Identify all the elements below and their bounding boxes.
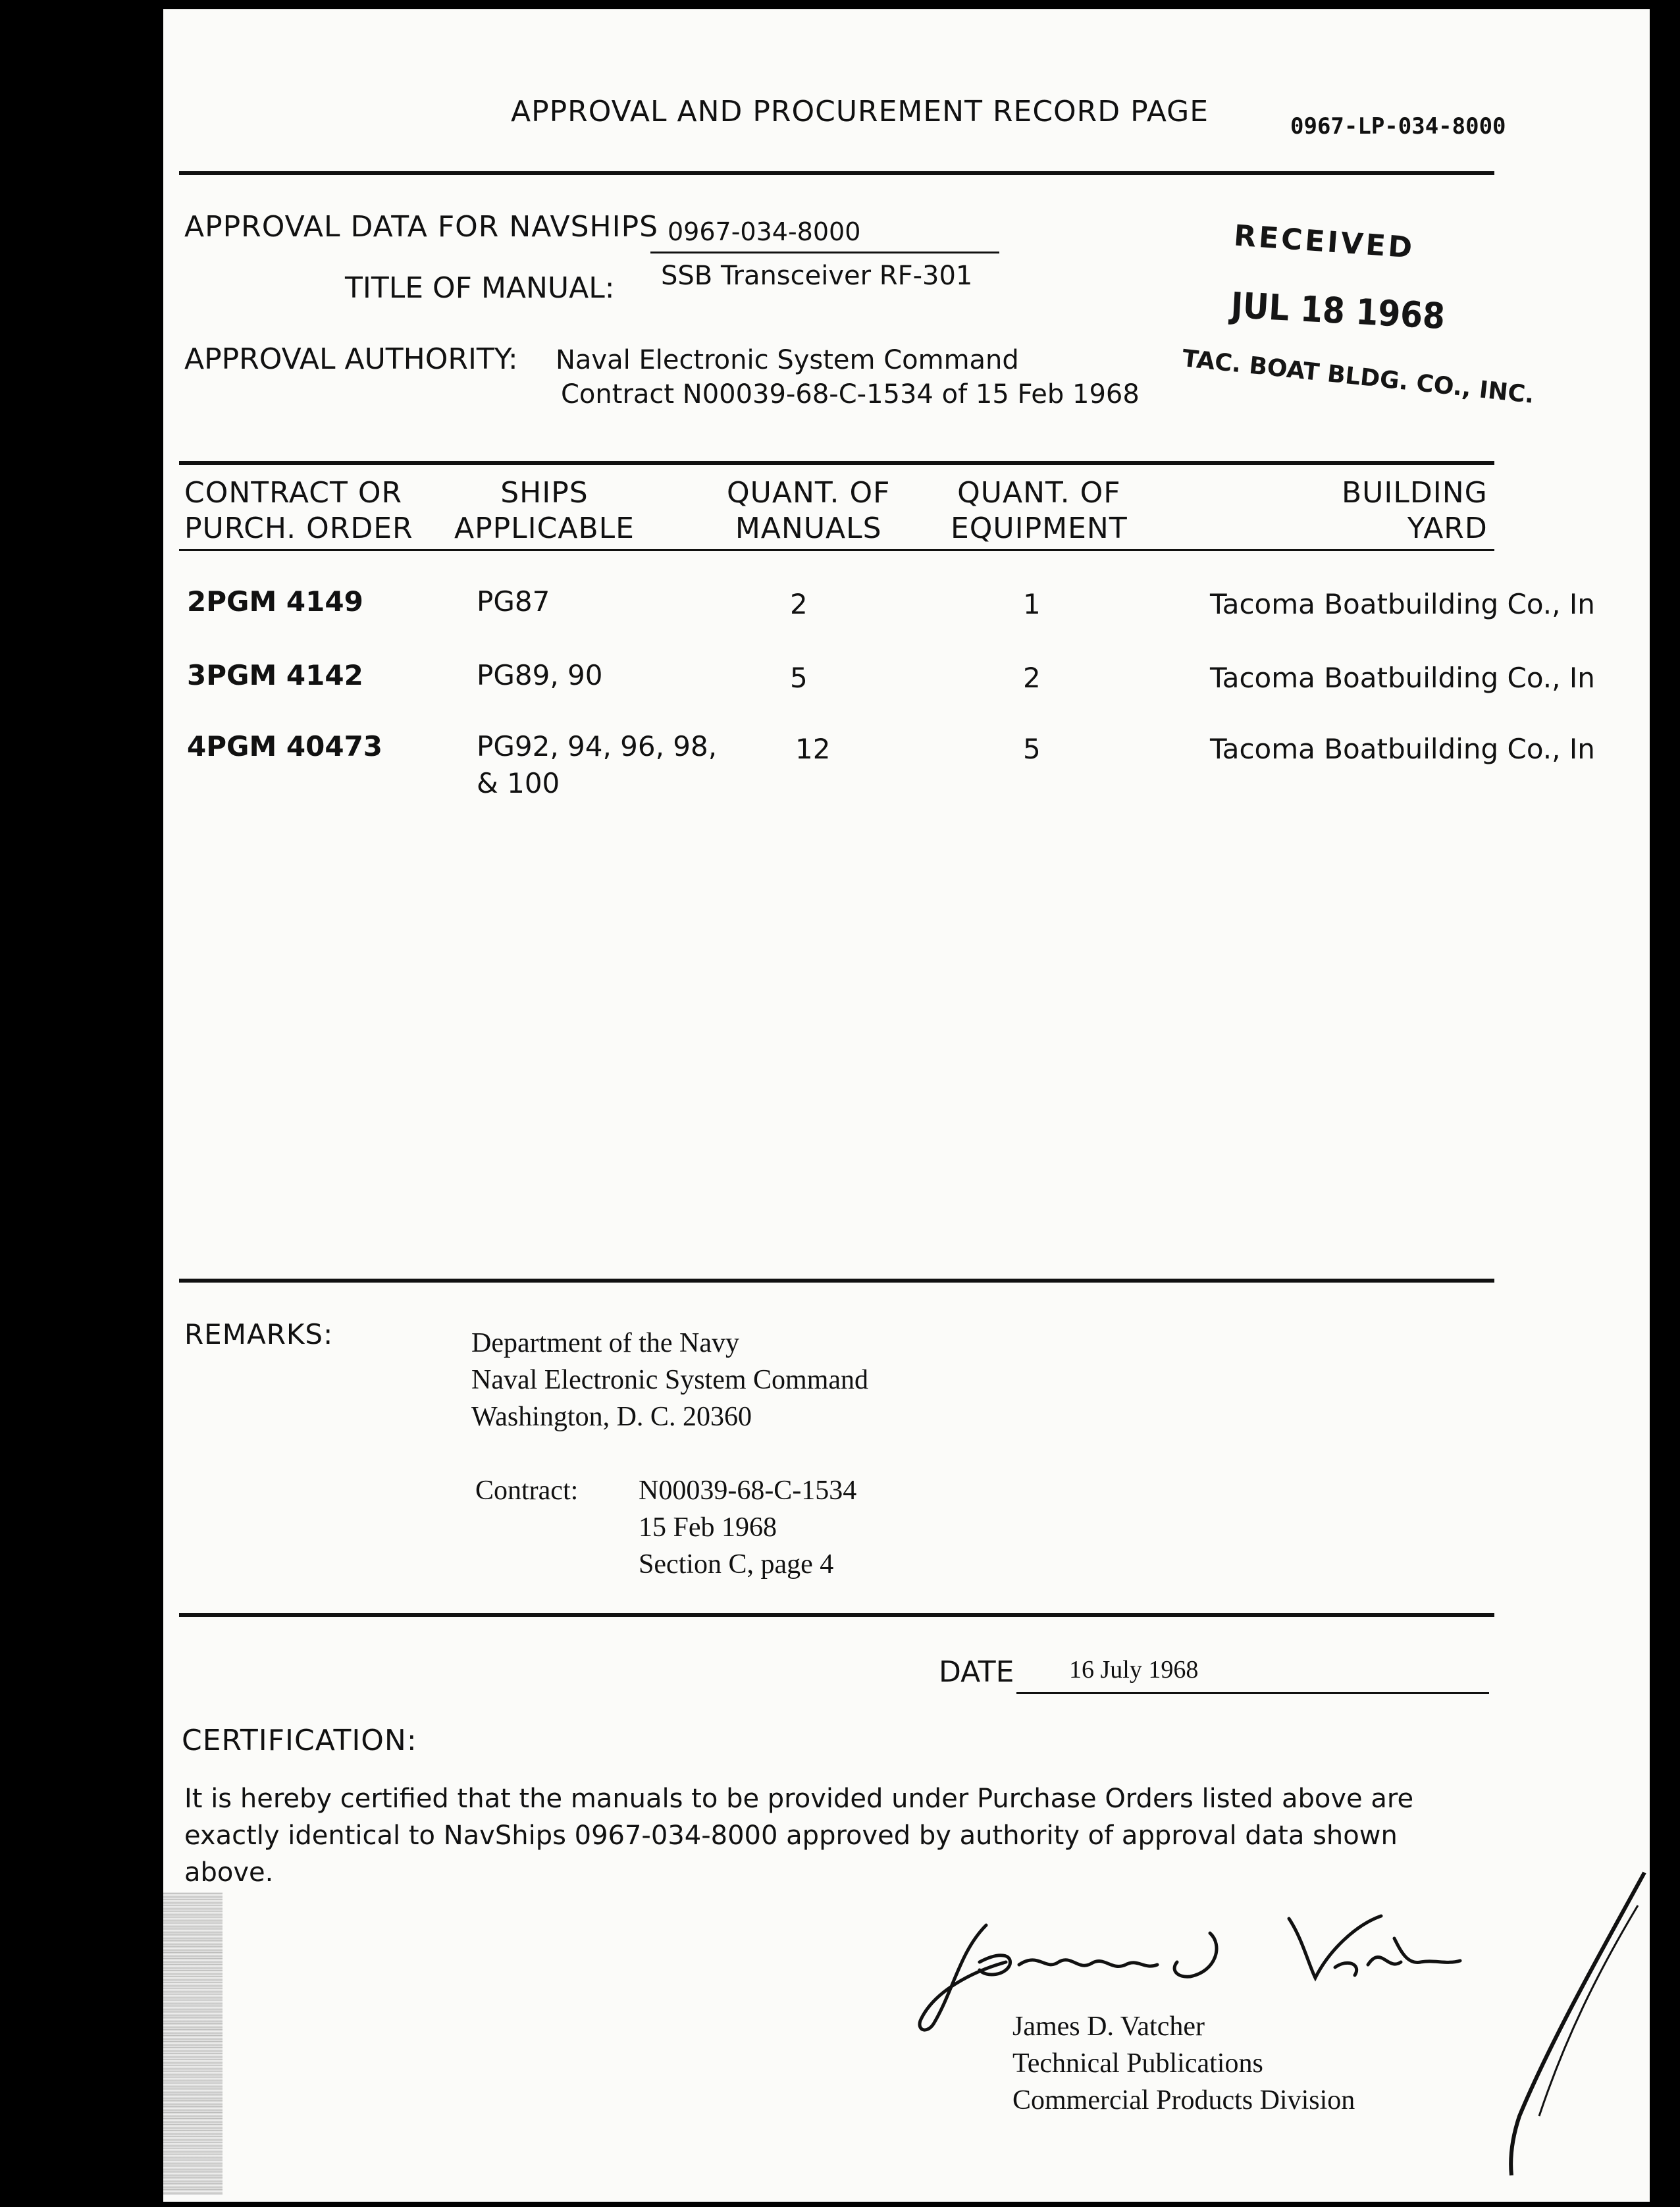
certification-text: It is hereby certified that the manuals to be provided under Purchase Orders listed above are exactly identical to NavShips 0967-034-8000 approved by authority of approval data shown above. [184, 1784, 1414, 1888]
navships-label: APPROVAL DATA FOR NAVSHIPS [184, 210, 659, 244]
header-yard: BUILDING YARD [1342, 476, 1488, 545]
header-divider [179, 171, 1494, 175]
cell-equipment: 2 [1023, 662, 1041, 694]
header-contract: CONTRACT OR PURCH. ORDER [184, 476, 413, 545]
date-label: DATE [939, 1655, 1014, 1689]
table-header-divider [179, 549, 1494, 551]
page-title: APPROVAL AND PROCUREMENT RECORD PAGE [511, 95, 1209, 128]
cell-equipment: 5 [1023, 733, 1041, 765]
title-label: TITLE OF MANUAL: [345, 271, 615, 305]
scan-edge-shading [163, 1892, 223, 2195]
document-number: 0967-LP-034-8000 [1290, 113, 1506, 140]
cell-yard: Tacoma Boatbuilding Co., In [1210, 662, 1595, 694]
cell-ships: PG89, 90 [477, 659, 603, 691]
cell-yard: Tacoma Boatbuilding Co., In [1210, 588, 1595, 620]
cell-ships-continued: & 100 [477, 767, 560, 799]
signer-name: James D. Vatcher [1012, 2011, 1205, 2042]
cell-manuals: 12 [795, 733, 831, 765]
cell-order: 2PGM 4149 [187, 585, 363, 618]
cell-manuals: 5 [790, 662, 808, 694]
signer-division: Commercial Products Division [1012, 2085, 1355, 2115]
authority-label: APPROVAL AUTHORITY: [184, 342, 518, 376]
date-divider [179, 1613, 1494, 1617]
remarks-divider [179, 1279, 1494, 1283]
header-ships: SHIPS APPLICABLE [454, 476, 635, 545]
cell-manuals: 2 [790, 588, 808, 620]
header-equipment: QUANT. OF EQUIPMENT [951, 476, 1128, 545]
scan-edge-mark [1473, 1866, 1650, 2195]
received-date-stamp: JUL 18 1968 [1230, 284, 1446, 337]
remarks-label: REMARKS: [184, 1318, 334, 1350]
authority-line-2: Contract N00039-68-C-1534 of 15 Feb 1968 [561, 379, 1140, 410]
cell-ships: PG92, 94, 96, 98, [477, 730, 718, 762]
signer-title: Technical Publications [1012, 2048, 1263, 2079]
authority-line-1: Naval Electronic System Command [556, 345, 1019, 375]
contract-details: N00039-68-C-1534 15 Feb 1968 Section C, page 4 [639, 1476, 857, 1580]
document-page [163, 9, 1650, 2202]
received-stamp: RECEIVED [1232, 219, 1416, 265]
certification-label: CERTIFICATION: [182, 1724, 417, 1757]
contract-label: Contract: [475, 1476, 579, 1506]
cell-ships: PG87 [477, 585, 550, 618]
cell-order: 4PGM 40473 [187, 730, 383, 762]
navships-value: 0967-034-8000 [668, 217, 861, 246]
navships-underline [650, 252, 999, 253]
date-value: 16 July 1968 [1069, 1656, 1199, 1684]
approval-divider [179, 461, 1494, 465]
company-stamp: TAC. BOAT BLDG. CO., INC. [1180, 345, 1536, 410]
cell-yard: Tacoma Boatbuilding Co., In [1210, 733, 1595, 765]
cell-equipment: 1 [1023, 588, 1041, 620]
header-manuals: QUANT. OF MANUALS [727, 476, 891, 545]
remarks-address: Department of the Navy Naval Electronic System Command Washington, D. C. 20360 [471, 1328, 869, 1432]
signature-block [1012, 2008, 1355, 2119]
title-value: SSB Transceiver RF-301 [661, 261, 973, 291]
date-underline [1016, 1692, 1489, 1694]
cell-order: 3PGM 4142 [187, 659, 363, 691]
